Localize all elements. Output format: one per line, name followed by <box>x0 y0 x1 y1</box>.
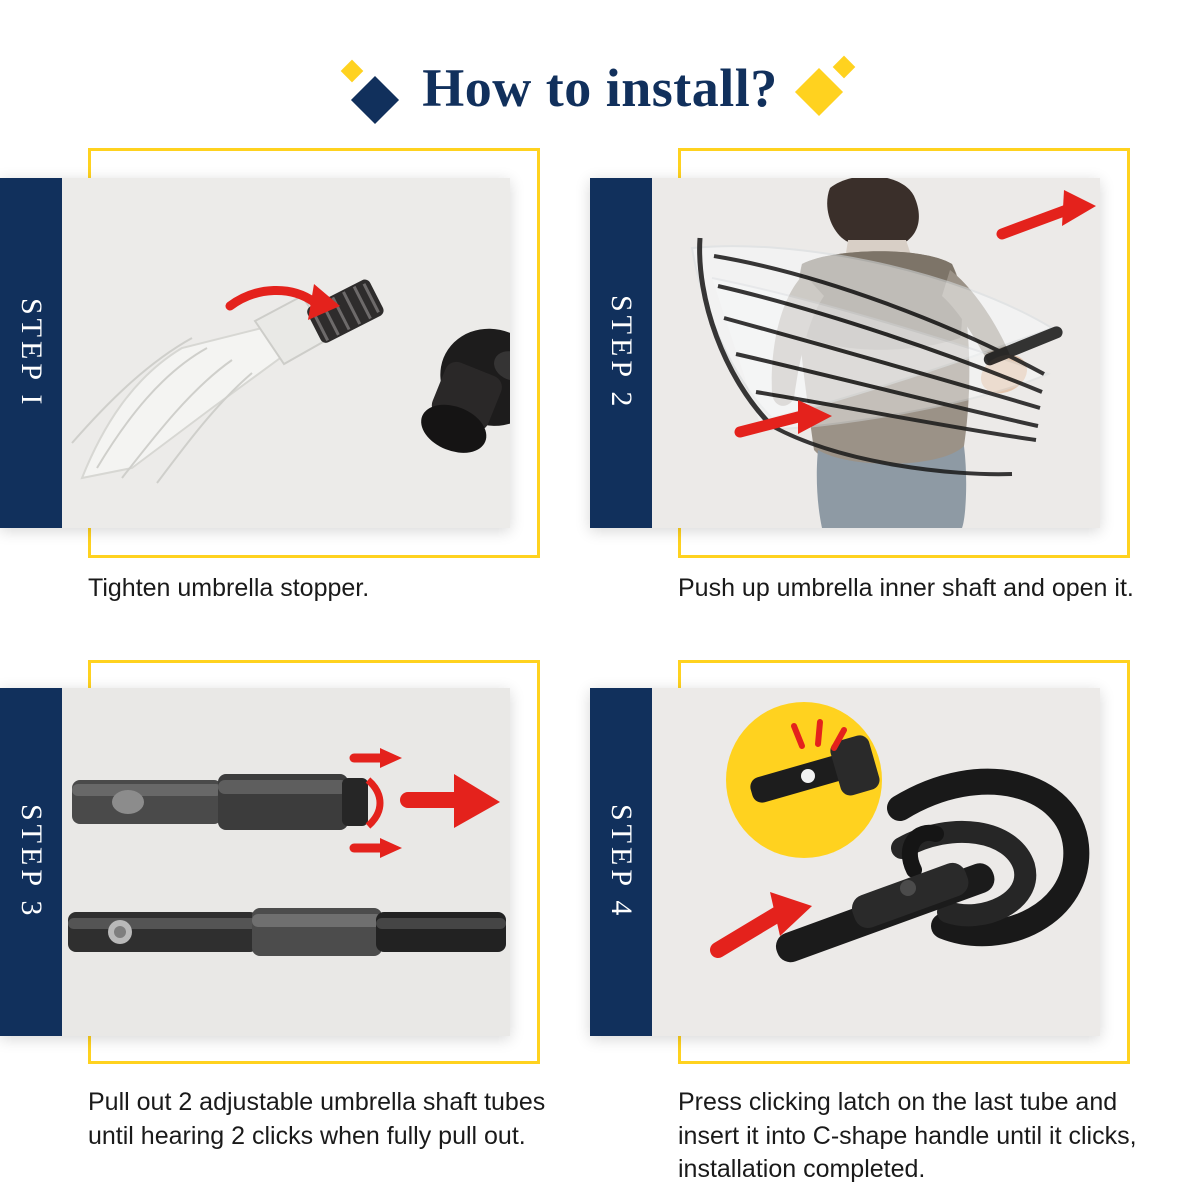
step-4-tab-label: STEP 4 <box>605 804 638 920</box>
step-4-caption: Press clicking latch on the last tube and insert it into C-shape handle until it clicks, installation completed. <box>678 1088 1137 1183</box>
pull-out-shaft-tubes-photo <box>62 688 510 1036</box>
step-card-1 <box>0 140 600 648</box>
step-card-4 <box>600 648 1200 1183</box>
step-1-panel <box>0 178 510 528</box>
yellow-diamond-icon <box>341 60 364 83</box>
step-2-caption: Push up umbrella inner shaft and open it. <box>678 574 1134 602</box>
heading-decor-left <box>344 57 400 119</box>
step-2-tab-label: STEP 2 <box>605 295 638 411</box>
insert-into-c-handle-photo <box>652 688 1100 1036</box>
step-card-2 <box>600 140 1200 648</box>
navy-diamond-icon <box>351 76 399 124</box>
yellow-diamond-small-icon <box>832 56 855 79</box>
step-2-tab <box>590 178 652 528</box>
yellow-diamond-large-icon <box>795 68 843 116</box>
steps-grid <box>0 140 1200 1183</box>
step-3-caption: Pull out 2 adjustable umbrella shaft tubes until hearing 2 clicks when fully pull out. <box>88 1088 546 1150</box>
step-3-panel <box>0 688 510 1036</box>
step-4-panel <box>590 688 1100 1036</box>
step-1-tab <box>0 178 62 528</box>
umbrella-stopper-photo <box>62 178 510 528</box>
page-title: How to install? <box>422 58 778 118</box>
step-3-tab <box>0 688 62 1036</box>
step-card-3 <box>0 648 600 1158</box>
push-up-inner-shaft-photo <box>652 178 1100 528</box>
heading-decor-right <box>800 57 856 119</box>
page-heading <box>0 48 1200 128</box>
step-3-tab-label: STEP 3 <box>15 804 48 920</box>
step-1-tab-label: STEP I <box>15 297 48 409</box>
step-2-panel <box>590 178 1100 528</box>
step-1-caption: Tighten umbrella stopper. <box>88 574 370 602</box>
step-4-tab <box>590 688 652 1036</box>
